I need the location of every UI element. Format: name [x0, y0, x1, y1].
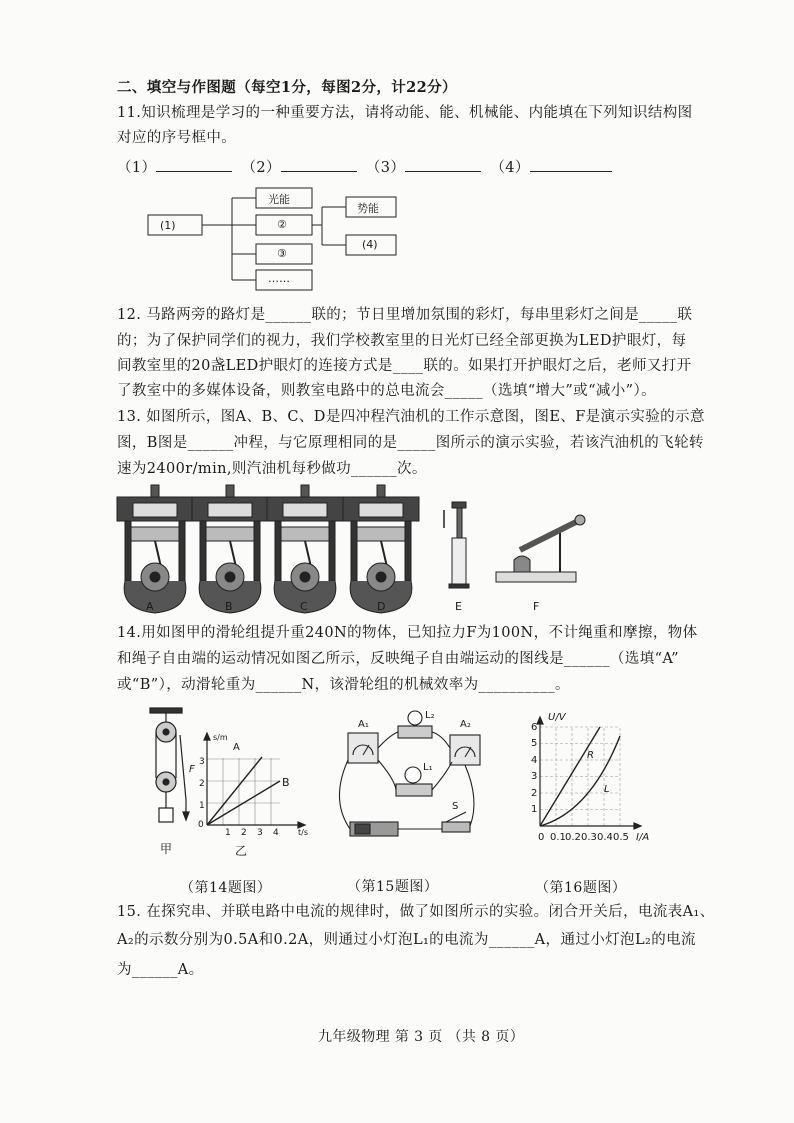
graph14-xlabel: t/s [298, 828, 308, 837]
q11-line2: 对应的序号框中。 [117, 130, 237, 146]
graph14-xtick-4: 4 [273, 828, 279, 838]
graph16-xtick-0: 0 [538, 832, 545, 843]
section-heading: 二、填空与作图题（每空1分，每图2分，计22分） [117, 79, 457, 96]
fig-jia-label: 甲 [160, 842, 173, 856]
graph14-line-a [207, 757, 262, 825]
q11-blank-2-label: （2） [241, 160, 281, 176]
q11-blank-1-label: （1） [117, 160, 157, 176]
graph14-line-a-label: A [233, 742, 240, 753]
graph16-xtick-5: 0.5 [613, 832, 629, 843]
graph16-xtick-1: 0.1 [550, 832, 566, 843]
graph16-ytick-5: 5 [531, 738, 538, 749]
graph14-ylabel: s/m [213, 733, 228, 742]
fig-label-b: B [225, 600, 233, 613]
graph14-ytick-3: 3 [199, 757, 205, 767]
caption-q15: （第15题图） [347, 879, 439, 895]
q14-line2: 和绳子自由端的运动情况如图乙所示，反映绳子自由端运动的图线是______（选填“A” [117, 651, 679, 667]
graph16-ytick-4: 4 [531, 755, 538, 766]
q15-line3: 为______A。 [117, 962, 204, 978]
circuit-a1-label: A₁ [358, 719, 369, 730]
q11-blank-4-label: （4） [490, 160, 530, 176]
graph14-line-b-label: B [282, 776, 290, 789]
q12-line2: 的；为了保护同学们的视力，我们学校教室里的日光灯已经全部更换为LED护眼灯，每 [117, 333, 687, 349]
diagram-box-1: (1) [160, 219, 176, 232]
q14-line3: 或“B”），动滑轮重为______N，该滑轮组的机械效率为__________。 [117, 677, 570, 693]
diagram-box-more: …… [268, 272, 290, 285]
q13-line3: 速为2400r/min,则汽油机每秒做功______次。 [117, 461, 427, 477]
fig-yi-label: 乙 [235, 844, 248, 858]
fig-label-c: C [300, 600, 308, 613]
q15-line2: A₂的示数分别为0.5A和0.2A，则通过小灯泡L₁的电流为______A，通过小灯泡L₂的电流 [117, 932, 696, 948]
graph16-curve-l [540, 736, 620, 826]
graph14-ytick-1: 1 [199, 801, 205, 811]
q12-line1: 12. 马路两旁的路灯是______联的；节日里增加氛围的彩灯，每串里彩灯之间是_____联 [117, 307, 693, 323]
graph14-xtick-0: 0 [198, 820, 204, 830]
diagram-box-potential: 势能 [357, 202, 379, 215]
q11-blank-2[interactable] [281, 157, 357, 172]
fig-label-e: E [455, 600, 462, 613]
graph14-xtick-2: 2 [241, 828, 247, 838]
q15-line1: 15. 在探究串、并联电路中电流的规律时，做了如图所示的实验。闭合开关后，电流表A₁、 [117, 904, 715, 920]
circuit-l2-label: L₂ [425, 710, 435, 721]
graph14-xtick-1: 1 [225, 828, 231, 838]
q11-blank-1[interactable] [156, 157, 232, 172]
graph14-line-b [207, 781, 280, 825]
fig-label-d: D [377, 600, 386, 613]
graph16-xtick-4: 0.4 [597, 832, 613, 843]
q12-line4: 了教室中的多媒体设备，则教室电路中的总电流会_____（选填“增大”或“减小”）。 [117, 383, 657, 399]
graph16-ytick-6: 6 [531, 722, 538, 733]
diagram-box-4: (4) [362, 238, 378, 251]
circuit-a2-label: A₂ [460, 719, 471, 730]
q11-blank-4[interactable] [530, 157, 612, 172]
graph14-xtick-3: 3 [257, 828, 263, 838]
graph16-xtick-3: 0.3 [581, 832, 597, 843]
fig-label-f: F [533, 600, 540, 613]
graph16-curve-l-label: L [604, 784, 610, 795]
diagram-box-light: 光能 [268, 193, 290, 206]
graph16-ytick-3: 3 [531, 771, 538, 782]
q11-blank-3-label: （3） [365, 160, 406, 176]
circuit-s-label: S [452, 801, 459, 812]
q11-blank-3[interactable] [405, 157, 481, 172]
graph16-ytick-2: 2 [531, 788, 538, 799]
graph16-ylabel: U/V [548, 712, 566, 723]
diagram-box-2: ② [277, 218, 287, 231]
graph16-curve-r-label: R [587, 750, 594, 761]
caption-q16: （第16题图） [535, 880, 627, 896]
q13-line2: 图，B图是______冲程，与它原理相同的是_____图所示的演示实验，若该汽油机的飞轮转 [117, 435, 704, 451]
q12-line3: 间教室里的20盏LED护眼灯的连接方式是____联的。如果打开护眼灯之后，老师又打开 [117, 358, 692, 374]
graph16-ytick-1: 1 [531, 804, 538, 815]
q11-line1: 11.知识梳理是学习的一种重要方法，请将动能、能、机械能、内能填在下列知识结构图 [117, 105, 693, 121]
graph16-curve-r [540, 727, 600, 826]
q13-line1: 13. 如图所示，图A、B、C、D是四冲程汽油机的工作示意图，图E、F是演示实验的示意 [117, 409, 705, 425]
q11-blanks [117, 157, 612, 178]
q14-line1: 14.用如图甲的滑轮组提升重240N的物体，已知拉力F为100N，不计绳重和摩擦，物体 [117, 625, 698, 641]
fig-label-a: A [146, 600, 154, 613]
pulley-f-label: F [189, 764, 195, 775]
graph14-ytick-2: 2 [199, 779, 205, 789]
diagram-box-3: ③ [277, 247, 287, 260]
graph16-xtick-2: 0.2 [565, 832, 581, 843]
graph16-xlabel: I/A [636, 832, 650, 843]
page-footer: 九年级物理 第 3 页 （共 8 页） [318, 1029, 525, 1045]
caption-q14: （第14题图） [180, 880, 272, 896]
circuit-l1-label: L₁ [423, 762, 433, 773]
